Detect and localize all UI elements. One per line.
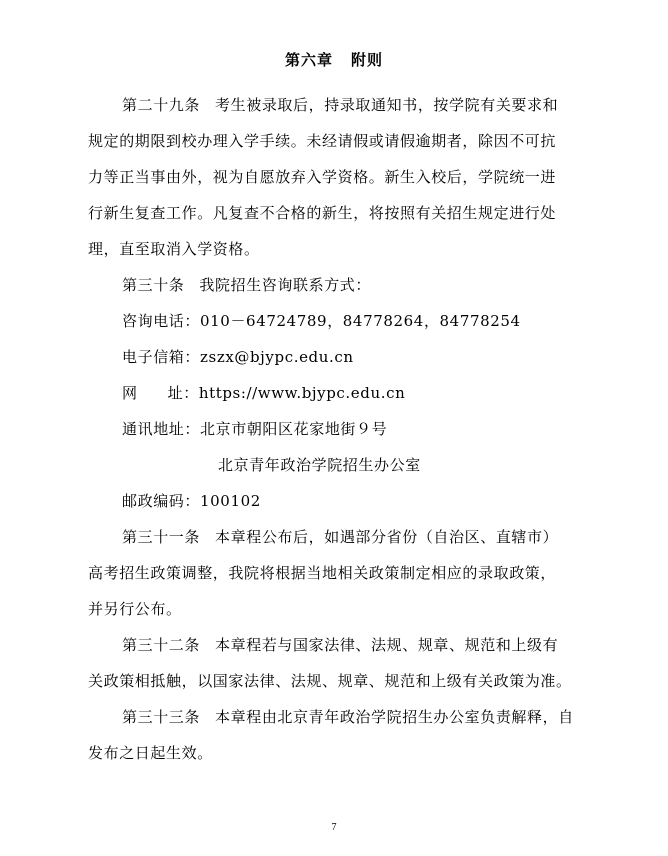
email-label: 电子信箱： [122,348,201,366]
article-31-label: 第三十一条 [122,528,201,546]
contact-phone [88,311,614,331]
address-label: 通讯地址： [122,420,201,438]
article-31-line-3: 并另行公布。 [88,600,182,618]
contact-website [88,383,614,403]
article-30-label: 第三十条 [122,276,185,294]
article-33-line-1: 第三十三条 本章程由北京青年政治学院招生办公室负责解释，自 [122,708,574,726]
chapter-number: 第六章 [284,51,333,69]
article-29-line-4: 行新生复查工作。凡复查不合格的新生，将按照有关招生规定进行处 [88,204,557,222]
article-29-line-2: 规定的期限到校办理入学手续。未经请假或请假逾期者，除因不可抗 [88,132,557,150]
contact-postcode [88,491,614,511]
article-29-line-5: 理，直至取消入学资格。 [88,240,260,258]
website-label-b: 址： [167,384,199,402]
article-29-label: 第二十九条 [122,96,201,114]
article-33-label: 第三十三条 [122,708,201,726]
postcode-label: 邮政编码： [122,492,201,510]
email-value: zszx@bjypc.edu.cn [200,348,354,366]
address-line-2: 北京青年政治学院招生办公室 [218,456,421,474]
article-32-line-1: 第三十二条 本章程若与国家法律、法规、规章、规范和上级有 [122,636,559,654]
page-number: 7 [331,822,337,833]
article-32-label: 第三十二条 [122,636,201,654]
address-line-1: 北京市朝阳区花家地街９号 [200,420,388,438]
chapter-title [88,49,580,70]
article-30-line-1: 第三十条 我院招生咨询联系方式： [122,276,372,294]
phone-label: 咨询电话： [122,312,201,330]
article-33-line-2: 发布之日起生效。 [88,744,213,762]
postcode-value: 100102 [200,492,261,510]
article-32-line-2: 关政策相抵触，以国家法律、法规、规章、规范和上级有关政策为准。 [88,672,572,690]
contact-address [88,419,614,439]
phone-value: 010－64724789，84778264，84778254 [200,312,521,330]
article-29-line-3: 力等正当事由外，视为自愿放弃入学资格。新生入校后，学院统一进 [88,168,557,186]
article-31-line-1: 第三十一条 本章程公布后，如遇部分省份（自治区、直辖市） [122,528,559,546]
article-31-line-2: 高考招生政策调整，我院将根据当地相关政策制定相应的录取政策， [88,564,557,582]
article-29-line-1: 第二十九条 考生被录取后，持录取通知书，按学院有关要求和 [122,96,559,114]
website-label-a: 网 [122,384,138,402]
chapter-name: 附则 [351,51,384,69]
website-value: https://www.bjypc.edu.cn [198,384,406,402]
contact-email [88,347,614,367]
